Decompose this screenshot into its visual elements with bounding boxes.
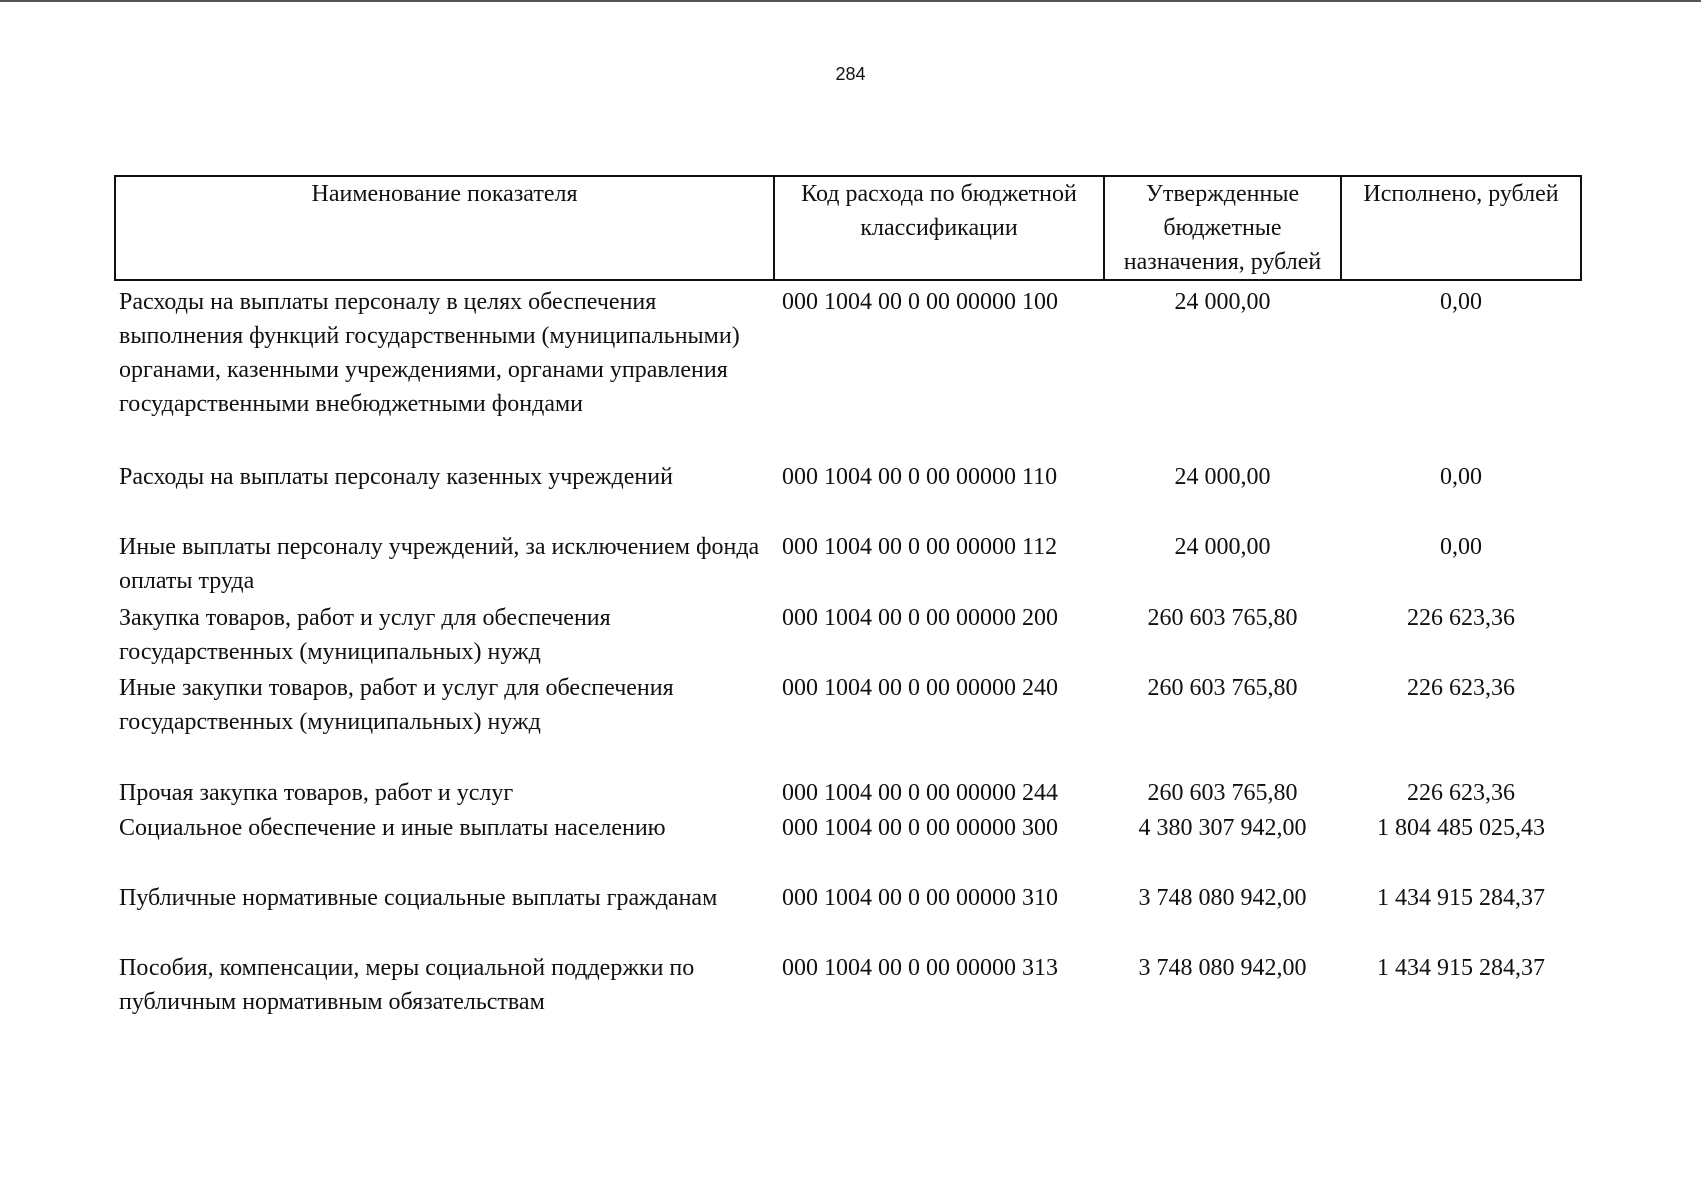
- row-code: 000 1004 00 0 00 00000 110: [782, 464, 1058, 490]
- row-name: Иные выплаты персоналу учреждений, за исключением фонда оплаты труда: [119, 534, 760, 594]
- header-expense-code: Код расхода по бюджетной классификации: [774, 176, 1104, 280]
- row-code: 000 1004 00 0 00 00000 240: [782, 675, 1058, 701]
- table-header-row: [115, 176, 1581, 280]
- row-code: 000 1004 00 0 00 00000 300: [782, 815, 1058, 841]
- row-approved: 260 603 765,80: [1147, 780, 1298, 806]
- row-name: Социальное обеспечение и иные выплаты населению: [119, 815, 666, 841]
- row-code: 000 1004 00 0 00 00000 244: [782, 780, 1058, 806]
- row-approved: 24 000,00: [1174, 464, 1271, 490]
- row-approved: 4 380 307 942,00: [1138, 815, 1307, 841]
- row-approved: 260 603 765,80: [1147, 675, 1298, 701]
- row-executed: 226 623,36: [1407, 675, 1515, 701]
- header-executed: Исполнено, рублей: [1341, 176, 1581, 280]
- page-number: 284: [835, 64, 866, 84]
- row-code: 000 1004 00 0 00 00000 200: [782, 605, 1058, 631]
- row-approved: 24 000,00: [1174, 534, 1271, 560]
- row-code: 000 1004 00 0 00 00000 112: [782, 534, 1058, 560]
- row-approved: 24 000,00: [1174, 289, 1271, 315]
- row-executed: 0,00: [1440, 534, 1482, 560]
- row-approved: 260 603 765,80: [1147, 605, 1298, 631]
- table-row: [115, 811, 1581, 881]
- row-code: 000 1004 00 0 00 00000 310: [782, 885, 1058, 911]
- top-border-line: [0, 0, 1701, 2]
- row-name: Прочая закупка товаров, работ и услуг: [119, 780, 514, 806]
- row-name: Расходы на выплаты персоналу казенных учреждений: [119, 464, 673, 490]
- table-row: [115, 881, 1581, 951]
- header-approved-budget: Утвержденные бюджетные назначения, рублей: [1104, 176, 1341, 280]
- row-code: 000 1004 00 0 00 00000 100: [782, 289, 1058, 315]
- row-executed: 0,00: [1440, 464, 1482, 490]
- row-executed: 1 804 485 025,43: [1377, 815, 1545, 841]
- table-row: [115, 280, 1581, 460]
- table-row: [115, 776, 1581, 811]
- table-row: [115, 671, 1581, 776]
- row-approved: 3 748 080 942,00: [1138, 955, 1307, 981]
- row-executed: 1 434 915 284,37: [1377, 955, 1545, 981]
- row-code: 000 1004 00 0 00 00000 313: [782, 955, 1058, 981]
- table-row: [115, 460, 1581, 530]
- budget-execution-table: [114, 175, 1582, 1021]
- row-executed: 226 623,36: [1407, 605, 1515, 631]
- row-name: Публичные нормативные социальные выплаты гражданам: [119, 885, 718, 911]
- header-indicator-name: Наименование показателя: [115, 176, 774, 280]
- row-name: Закупка товаров, работ и услуг для обеспечения государственных (муниципальных) нужд: [119, 605, 611, 665]
- row-name: Иные закупки товаров, работ и услуг для обеспечения государственных (муниципальных) нужд: [119, 675, 674, 735]
- table-row: [115, 951, 1581, 1021]
- row-executed: 1 434 915 284,37: [1377, 885, 1545, 911]
- table-row: [115, 601, 1581, 671]
- row-name: Пособия, компенсации, меры социальной поддержки по публичным нормативным обязательствам: [119, 955, 695, 1015]
- table-row: [115, 530, 1581, 601]
- row-name: Расходы на выплаты персоналу в целях обеспечения выполнения функций государственными (муниципальными) органами, казенными учреждениями, органами управления государственными внебюджетными фондами: [119, 289, 740, 417]
- row-executed: 226 623,36: [1407, 780, 1515, 806]
- row-executed: 0,00: [1440, 289, 1482, 315]
- row-approved: 3 748 080 942,00: [1138, 885, 1307, 911]
